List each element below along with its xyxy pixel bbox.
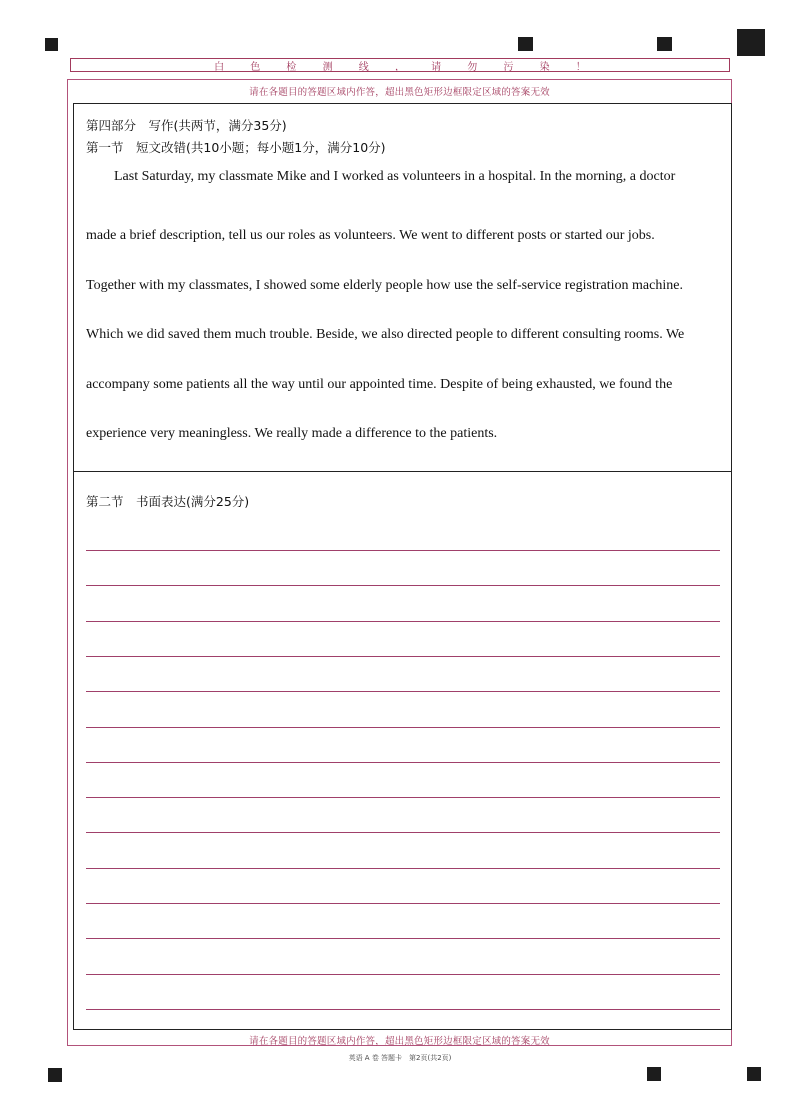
passage-line: Last Saturday, my classmate Mike and I worked as volunteers in a hospital. In the morning, a doctor: [114, 169, 676, 184]
writing-line[interactable]: [86, 585, 720, 586]
writing-box: [73, 471, 732, 1030]
part-title: 第四部分 写作(共两节，满分35分): [86, 118, 287, 133]
writing-line[interactable]: [86, 762, 720, 763]
strip-char: 请: [431, 61, 442, 73]
warning-bottom: 请在各题目的答题区域内作答，超出黑色矩形边框限定区域的答案无效: [249, 1036, 550, 1047]
passage-line: experience very meaningless. We really made a difference to the patients.: [86, 426, 498, 441]
writing-line[interactable]: [86, 550, 720, 551]
writing-line[interactable]: [86, 621, 720, 622]
registration-mark-top-corner: [737, 29, 765, 56]
strip-char: 污: [503, 61, 514, 73]
writing-line[interactable]: [86, 974, 720, 975]
passage-line: made a brief description, tell us our roles as volunteers. We went to different posts or started our jobs.: [86, 228, 655, 243]
strip-char: 勿: [467, 61, 478, 73]
writing-line[interactable]: [86, 868, 720, 869]
passage-line: Which we did saved them much trouble. Beside, we also directed people to different consulting rooms. We: [86, 327, 685, 342]
writing-line[interactable]: [86, 832, 720, 833]
page-footer: 英语 A 卷 答题卡 第2页(共2页): [348, 1054, 452, 1062]
strip-char: ，: [394, 61, 405, 73]
writing-line[interactable]: [86, 903, 720, 904]
detection-strip: [70, 58, 730, 72]
strip-char: 色: [250, 61, 261, 73]
strip-char: 染: [539, 61, 550, 73]
registration-mark-top-left: [45, 38, 58, 51]
warning-top: 请在各题目的答题区域内作答，超出黑色矩形边框限定区域的答案无效: [249, 87, 550, 98]
section1-title: 第一节 短文改错(共10小题；每小题1分，满分10分): [86, 140, 386, 155]
writing-line[interactable]: [86, 691, 720, 692]
registration-mark-bottom-middle: [647, 1067, 661, 1081]
writing-line[interactable]: [86, 938, 720, 939]
strip-char: 测: [322, 61, 333, 73]
strip-char: 线: [358, 61, 369, 73]
passage-line: accompany some patients all the way until our appointed time. Despite of being exhausted, we found the: [86, 376, 673, 392]
registration-mark-bottom-left: [48, 1068, 62, 1082]
strip-char: 检: [286, 61, 297, 73]
strip-char: 白: [214, 61, 225, 73]
proofreading-passage: [86, 160, 722, 459]
passage-line: Together with my classmates, I showed some elderly people how use the self-service registration machine.: [86, 277, 683, 293]
registration-mark-bottom-right: [747, 1067, 761, 1081]
registration-mark-top-right: [657, 37, 672, 51]
strip-char: ！: [575, 61, 586, 73]
section2-title: 第二节 书面表达(满分25分): [86, 494, 250, 509]
writing-line[interactable]: [86, 727, 720, 728]
writing-line[interactable]: [86, 656, 720, 657]
writing-line[interactable]: [86, 797, 720, 798]
writing-line[interactable]: [86, 1009, 720, 1010]
registration-mark-top-middle: [518, 37, 533, 51]
